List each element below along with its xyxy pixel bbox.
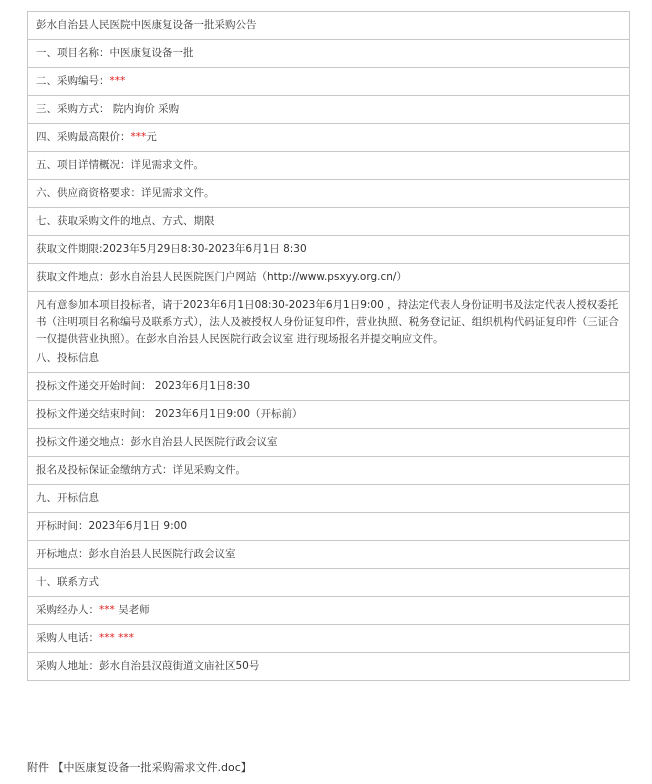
bid-submit-location: 投标文件递交地点：彭水自治县人民医院行政会议室	[28, 429, 630, 457]
table-row	[28, 124, 630, 152]
contact-person-name: 吴老师	[114, 604, 150, 616]
table-row	[28, 12, 630, 40]
announcement-title: 彭水自治县人民医院中医康复设备一批采购公告	[28, 12, 630, 40]
contact-phone-label: 采购人电话：	[36, 632, 99, 644]
bid-submit-start: 投标文件递交开始时间： 2023年6月1日8:30	[28, 373, 630, 401]
table-row	[28, 485, 630, 513]
announcement-table	[27, 11, 630, 681]
table-row	[28, 68, 630, 96]
table-row	[28, 401, 630, 429]
table-row	[28, 180, 630, 208]
table-row	[28, 513, 630, 541]
table-row	[28, 373, 630, 401]
max-price-label: 四、采购最高限价：	[36, 131, 131, 143]
deposit-method: 报名及投标保证金缴纳方式：详见采购文件。	[28, 457, 630, 485]
max-price-unit: 元	[146, 131, 157, 143]
purchaser-address: 采购人地址：彭水自治县汉葭街道文庙社区50号	[28, 653, 630, 681]
opening-location: 开标地点：彭水自治县人民医院行政会议室	[28, 541, 630, 569]
attachment-file-link[interactable]: 【中医康复设备一批采购需求文件.doc】	[52, 761, 252, 774]
procurement-number-label: 二、采购编号：	[36, 75, 110, 87]
opening-time: 开标时间：2023年6月1日 9:00	[28, 513, 630, 541]
section-heading-contact: 十、联系方式	[28, 569, 630, 597]
max-price	[28, 124, 630, 152]
table-row	[28, 541, 630, 569]
table-row	[28, 625, 630, 653]
project-overview: 五、项目详情概况：详见需求文件。	[28, 152, 630, 180]
table-row	[28, 40, 630, 68]
contact-phone-value: *** ***	[99, 632, 134, 644]
table-row	[28, 208, 630, 236]
max-price-value: ***	[130, 131, 147, 143]
table-row	[28, 569, 630, 597]
table-row	[28, 236, 630, 264]
procurement-number-value: ***	[109, 75, 126, 87]
table-row	[28, 457, 630, 485]
attachment-line	[27, 759, 252, 777]
table-row	[28, 152, 630, 180]
table-row	[28, 292, 630, 373]
bid-submit-end: 投标文件递交结束时间： 2023年6月1日9:00（开标前）	[28, 401, 630, 429]
registration-instructions	[28, 292, 630, 373]
contact-person-label: 采购经办人：	[36, 604, 99, 616]
table-row	[28, 653, 630, 681]
supplier-qualification: 六、供应商资格要求：详见需求文件。	[28, 180, 630, 208]
procurement-method: 三、采购方式： 院内询价 采购	[28, 96, 630, 124]
obtain-docs-period: 获取文件期限:2023年5月29日8:30-2023年6月1日 8:30	[28, 236, 630, 264]
section-heading-opening: 九、开标信息	[28, 485, 630, 513]
table-row	[28, 597, 630, 625]
contact-person-value: ***	[99, 604, 115, 616]
table-row	[28, 429, 630, 457]
table-row	[28, 96, 630, 124]
contact-phone	[28, 625, 630, 653]
project-name: 一、项目名称：中医康复设备一批	[28, 40, 630, 68]
procurement-number	[28, 68, 630, 96]
obtain-docs-location: 获取文件地点：彭水自治县人民医院医门户网站（http://www.psxyy.org.cn/）	[28, 264, 630, 292]
section-heading-obtain-docs: 七、获取采购文件的地点、方式、期限	[28, 208, 630, 236]
attachment-label: 附件	[27, 761, 49, 774]
table-row	[28, 264, 630, 292]
registration-paragraph: 凡有意参加本项目投标者，请于2023年6月1日08:30-2023年6月1日9:00 ，持法定代表人身份证明书及法定代表人授权委托书（注明项目名称编号及联系方式），法人及被授权人身份证复印件，营业执照、税务登记证、组织机构代码证复印件（三证合一仅提供营业执照）。在彭水自治县人民医院行政会议室 进行现场报名并提交响应文件。	[36, 299, 619, 345]
section-heading-bidding: 八、投标信息	[36, 352, 99, 364]
contact-person	[28, 597, 630, 625]
